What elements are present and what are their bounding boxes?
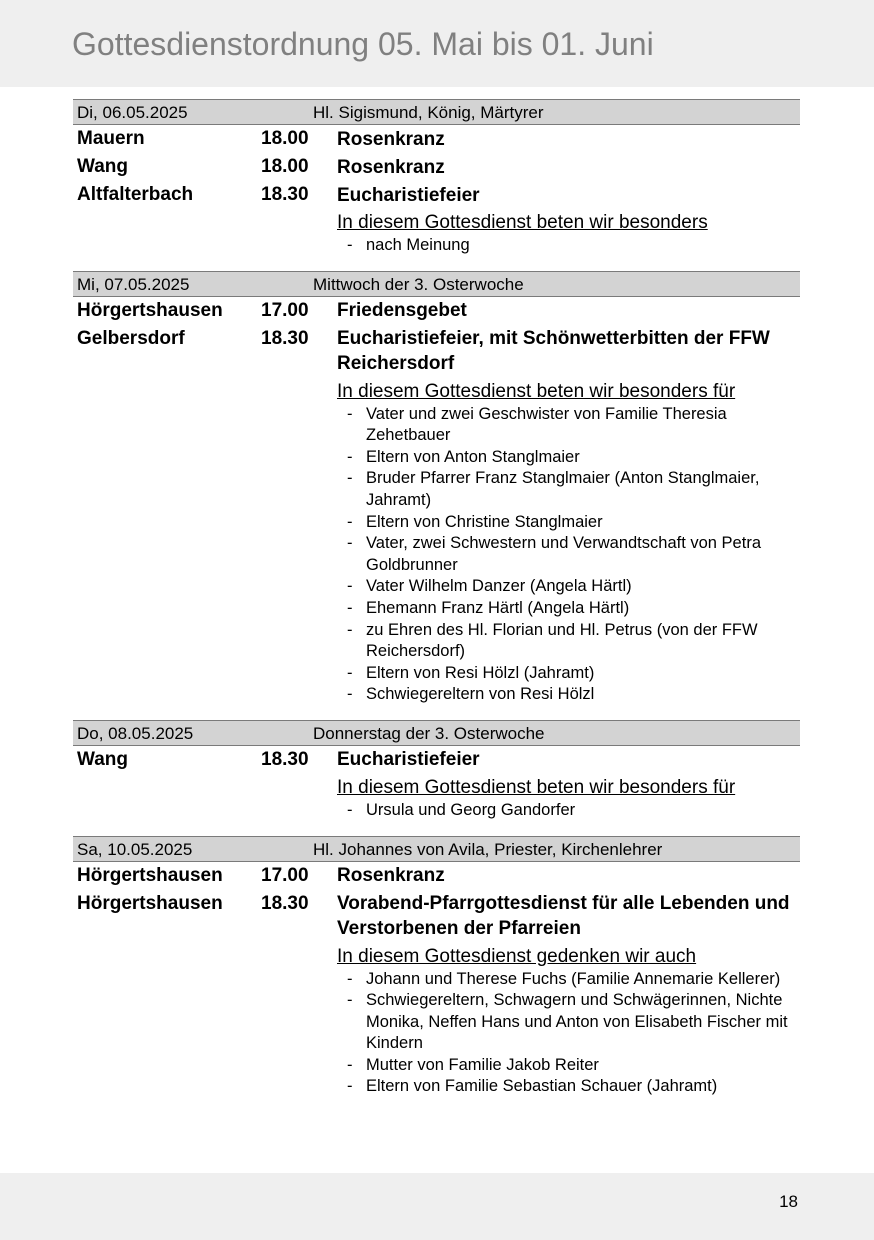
- dash-bullet: -: [347, 512, 353, 531]
- intentions-block: [337, 211, 800, 257]
- service-place: Wang: [77, 748, 129, 770]
- service-place: Gelbersdorf: [77, 327, 185, 349]
- intention-item: [337, 620, 800, 663]
- dash-bullet: -: [347, 685, 353, 704]
- service-place: Altfalterbach: [77, 184, 194, 205]
- dash-bullet: -: [347, 534, 353, 553]
- intention-item: [337, 800, 800, 822]
- service-description: Vorabend-Pfarrgottesdienst für alle Lebenden und Verstorbenen der Pfarreien: [337, 893, 790, 939]
- dash-bullet: -: [347, 577, 353, 596]
- dash-bullet: -: [347, 969, 353, 988]
- intention-item: [337, 404, 800, 447]
- day-feast: Hl. Johannes von Avila, Priester, Kirchenlehrer: [313, 839, 663, 859]
- dash-bullet: -: [347, 620, 353, 639]
- service-time: 18.30: [261, 327, 309, 349]
- intention-text: Ehemann Franz Härtl (Angela Härtl): [366, 598, 630, 617]
- intention-item: [337, 969, 800, 991]
- service-time: 18.30: [261, 748, 309, 770]
- service-time: 18.30: [261, 892, 309, 914]
- day-date: Mi, 07.05.2025: [77, 274, 190, 294]
- page-header: [0, 0, 874, 87]
- dash-bullet: -: [347, 447, 353, 466]
- intentions-heading: In diesem Gottesdienst gedenken wir auch: [337, 945, 697, 967]
- intention-item: [337, 1055, 800, 1077]
- service-entry: [73, 862, 800, 890]
- service-place: Wang: [77, 156, 129, 177]
- service-entry: [73, 125, 800, 153]
- intention-text: Vater Wilhelm Danzer (Angela Härtl): [366, 577, 632, 596]
- intention-item: [337, 576, 800, 598]
- service-entry: [73, 890, 800, 943]
- service-description: Rosenkranz: [337, 128, 445, 150]
- intentions-list: [337, 235, 800, 257]
- day-feast: Donnerstag der 3. Osterwoche: [313, 723, 545, 743]
- service-description: Rosenkranz: [337, 156, 445, 178]
- dash-bullet: -: [347, 236, 353, 254]
- service-description: Friedensgebet: [337, 300, 467, 322]
- service-time: 18.30: [261, 184, 309, 205]
- intention-item: [337, 663, 800, 685]
- day-date: Sa, 10.05.2025: [77, 839, 193, 859]
- intention-item: [337, 684, 800, 706]
- day-feast: Mittwoch der 3. Osterwoche: [313, 274, 524, 294]
- intentions-heading: In diesem Gottesdienst beten wir besonders für: [337, 776, 736, 798]
- intention-text: Eltern von Christine Stanglmaier: [366, 512, 603, 531]
- service-description: Eucharistiefeier: [337, 184, 480, 206]
- service-place: Hörgertshausen: [77, 892, 223, 914]
- day-section: [73, 99, 800, 257]
- intentions-list: [337, 404, 800, 706]
- intentions-list: [337, 969, 800, 1099]
- day-header: [73, 720, 800, 746]
- day-feast: Hl. Sigismund, König, Märtyrer: [313, 103, 544, 122]
- day-date: Do, 08.05.2025: [77, 723, 194, 743]
- service-entry: [73, 181, 800, 209]
- intention-text: Vater, zwei Schwestern und Verwandtschaft von Petra Goldbrunner: [366, 534, 761, 574]
- intention-item: [337, 598, 800, 620]
- service-entry: [73, 297, 800, 325]
- dash-bullet: -: [347, 663, 353, 682]
- service-time: 18.00: [261, 128, 309, 149]
- intentions-block: [337, 945, 800, 1099]
- page-title: Gottesdienstordnung 05. Mai bis 01. Juni: [72, 26, 654, 62]
- intentions-heading: In diesem Gottesdienst beten wir besonders für: [337, 380, 736, 402]
- service-time: 17.00: [261, 864, 309, 886]
- dash-bullet: -: [347, 404, 353, 423]
- service-entry: [73, 325, 800, 378]
- intentions-block: [337, 380, 800, 706]
- intentions-block: [337, 776, 800, 822]
- intention-item: [337, 512, 800, 534]
- day-section: [73, 720, 800, 822]
- intention-text: nach Meinung: [366, 236, 470, 254]
- dash-bullet: -: [347, 800, 353, 819]
- day-header: [73, 836, 800, 862]
- intention-item: [337, 533, 800, 576]
- intention-item: [337, 990, 800, 1055]
- intention-text: Bruder Pfarrer Franz Stanglmaier (Anton Stanglmaier, Jahramt): [366, 469, 760, 509]
- dash-bullet: -: [347, 1077, 353, 1096]
- intention-text: Eltern von Resi Hölzl (Jahramt): [366, 663, 595, 682]
- intention-text: Ursula und Georg Gandorfer: [366, 800, 576, 819]
- service-place: Hörgertshausen: [77, 299, 223, 321]
- intentions-heading: In diesem Gottesdienst beten wir besonders: [337, 212, 708, 233]
- page-number: 18: [779, 1192, 798, 1211]
- intention-text: Eltern von Anton Stanglmaier: [366, 447, 580, 466]
- intention-text: zu Ehren des Hl. Florian und Hl. Petrus (von der FFW Reichersdorf): [366, 620, 758, 661]
- day-header: [73, 99, 800, 125]
- service-description: Eucharistiefeier, mit Schönwetterbitten der FFW Reichersdorf: [337, 328, 770, 375]
- service-entry: [73, 746, 800, 774]
- page-footer: [0, 1173, 874, 1240]
- service-time: 18.00: [261, 156, 309, 177]
- dash-bullet: -: [347, 1055, 353, 1074]
- intentions-list: [337, 800, 800, 822]
- service-description: Rosenkranz: [337, 865, 445, 886]
- intention-item: [337, 1076, 800, 1098]
- intention-text: Johann und Therese Fuchs (Familie Annemarie Kellerer): [366, 969, 781, 988]
- dash-bullet: -: [347, 469, 353, 488]
- day-section: [73, 271, 800, 706]
- intention-text: Schwiegereltern von Resi Hölzl: [366, 685, 595, 704]
- service-place: Hörgertshausen: [77, 864, 223, 886]
- intention-text: Vater und zwei Geschwister von Familie Theresia Zehetbauer: [366, 404, 727, 445]
- intention-text: Mutter von Familie Jakob Reiter: [366, 1055, 599, 1074]
- service-entry: [73, 153, 800, 181]
- day-date: Di, 06.05.2025: [77, 103, 188, 122]
- service-place: Mauern: [77, 128, 145, 149]
- dash-bullet: -: [347, 598, 353, 617]
- day-section: [73, 836, 800, 1099]
- service-time: 17.00: [261, 299, 309, 321]
- day-header: [73, 271, 800, 297]
- intention-item: [337, 468, 800, 511]
- intention-text: Eltern von Familie Sebastian Schauer (Jahramt): [366, 1077, 718, 1096]
- intention-item: [337, 447, 800, 469]
- dash-bullet: -: [347, 991, 353, 1010]
- service-description: Eucharistiefeier: [337, 749, 480, 771]
- intention-item: [337, 235, 800, 257]
- intention-text: Schwiegereltern, Schwagern und Schwägerinnen, Nichte Monika, Neffen Hans und Anton von Elisabeth Fischer mit Kindern: [366, 991, 788, 1053]
- schedule: [73, 99, 800, 1112]
